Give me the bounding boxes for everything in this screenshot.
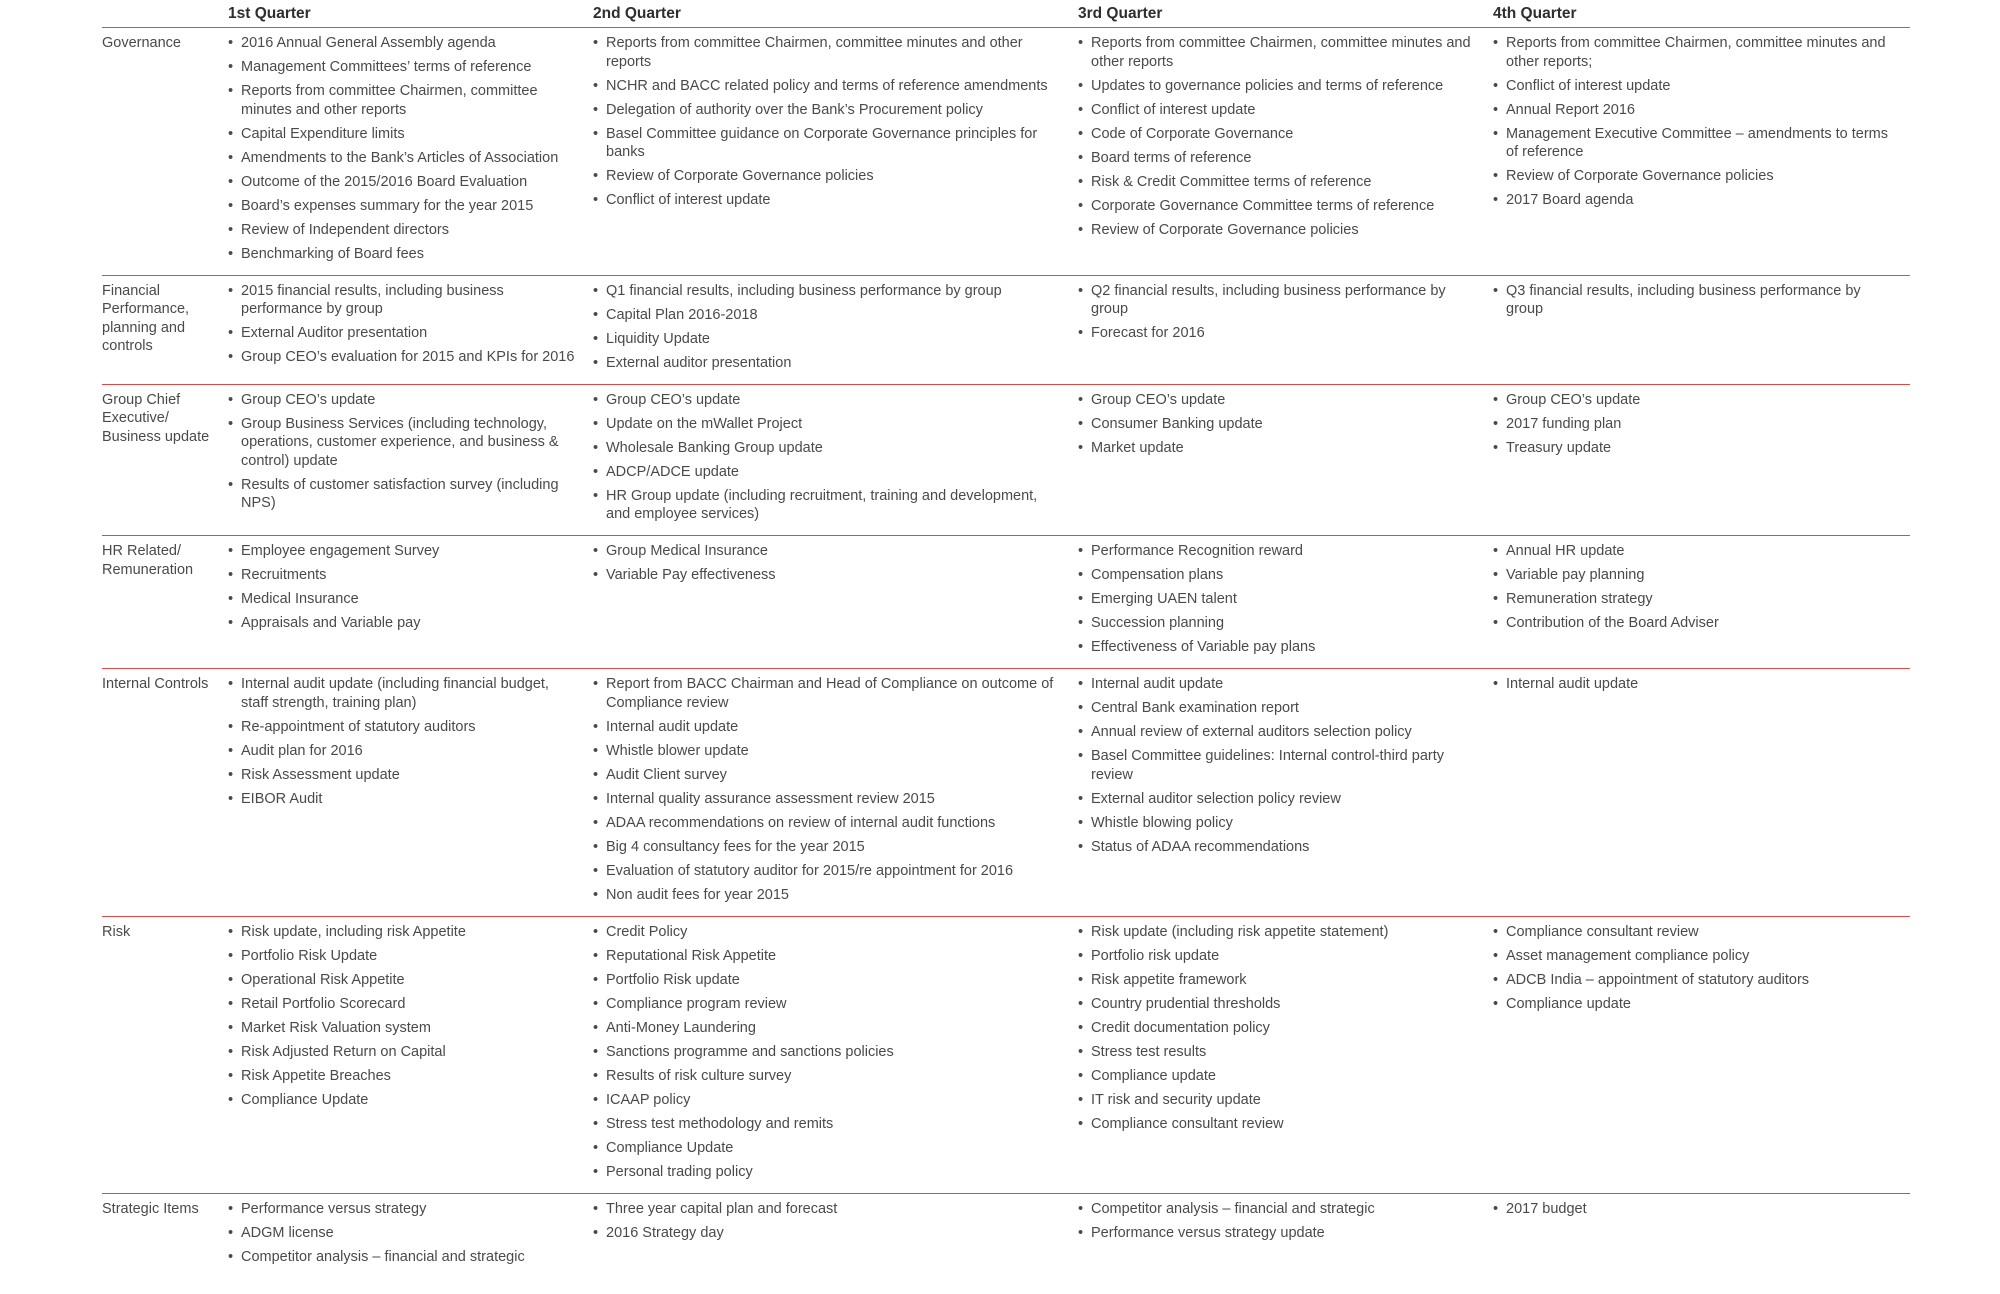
q1-cell (228, 669, 593, 917)
list-item: • Update on the mWallet Project (593, 415, 1060, 434)
q3-cell (1078, 275, 1493, 384)
category-label: Risk (102, 916, 228, 1193)
list-item: • Review of Independent directors (228, 221, 575, 240)
list-item: • Conflict of interest update (1078, 101, 1475, 120)
list-item: • Variable Pay effectiveness (593, 566, 1060, 585)
q3-item-list (1078, 282, 1493, 343)
q3-cell (1078, 28, 1493, 276)
list-item: • Portfolio Risk Update (228, 947, 575, 966)
list-item: • Performance versus strategy (228, 1200, 575, 1219)
list-item: • Corporate Governance Committee terms of reference (1078, 197, 1475, 216)
list-item: • External auditor presentation (593, 354, 1060, 373)
list-item: • Reputational Risk Appetite (593, 947, 1060, 966)
list-item: • Report from BACC Chairman and Head of Compliance on outcome of Compliance review (593, 675, 1060, 712)
list-item: • Status of ADAA recommendations (1078, 838, 1475, 857)
q2-item-list (593, 1200, 1078, 1243)
q4-cell (1493, 1193, 1910, 1278)
table-row-internal-controls (102, 669, 1910, 917)
q3-cell (1078, 1193, 1493, 1278)
list-item: • Internal audit update (593, 718, 1060, 737)
list-item: • Reports from committee Chairmen, committee minutes and other reports (593, 34, 1060, 71)
list-item: • Management Committees’ terms of reference (228, 58, 575, 77)
list-item: • Whistle blower update (593, 742, 1060, 761)
list-item: • Group Business Services (including technology, operations, customer experience, and business & control) update (228, 415, 575, 471)
q3-item-list (1078, 34, 1493, 239)
category-label: Group Chief Executive/ Business update (102, 384, 228, 536)
q3-cell (1078, 384, 1493, 536)
q1-item-list (228, 542, 593, 633)
list-item: • Risk appetite framework (1078, 971, 1475, 990)
category-label: Strategic Items (102, 1200, 199, 1217)
list-item: • Three year capital plan and forecast (593, 1200, 1060, 1219)
q1-item-list (228, 923, 593, 1110)
list-item: • Conflict of interest update (1493, 77, 1892, 96)
q3-cell (1078, 916, 1493, 1193)
q1-cell (228, 275, 593, 384)
list-item: • Benchmarking of Board fees (228, 245, 575, 264)
list-item: • Competitor analysis – financial and strategic (1078, 1200, 1475, 1219)
q3-header: 3rd Quarter (1078, 0, 1493, 28)
q2-cell (593, 384, 1078, 536)
header-row (102, 0, 1910, 28)
list-item: • Q2 financial results, including business performance by group (1078, 282, 1475, 319)
list-item: • Internal audit update (including financial budget, staff strength, training plan) (228, 675, 575, 712)
category-label: Internal Controls (102, 669, 228, 917)
list-item: • Big 4 consultancy fees for the year 2015 (593, 838, 1060, 857)
q4-cell (1493, 669, 1910, 917)
q4-item-list (1493, 1200, 1910, 1219)
list-item: • Liquidity Update (593, 330, 1060, 349)
list-item: • Recruitments (228, 566, 575, 585)
q2-cell (593, 28, 1078, 276)
q4-cell (1493, 275, 1910, 384)
list-item: • Succession planning (1078, 614, 1475, 633)
board-agenda-table (102, 0, 1910, 1278)
q1-header: 1st Quarter (228, 0, 593, 28)
q3-cell (1078, 536, 1493, 669)
list-item: • 2015 financial results, including business performance by group (228, 282, 575, 319)
list-item: • Compliance consultant review (1493, 923, 1892, 942)
list-item: • Q1 financial results, including business performance by group (593, 282, 1060, 301)
q2-item-list (593, 34, 1078, 210)
list-item: • Asset management compliance policy (1493, 947, 1892, 966)
q2-header: 2nd Quarter (593, 0, 1078, 28)
q3-item-list (1078, 391, 1493, 458)
list-item: • Performance Recognition reward (1078, 542, 1475, 561)
list-item: • Compensation plans (1078, 566, 1475, 585)
q1-item-list (228, 391, 593, 513)
list-item: • Reports from committee Chairmen, committee minutes and other reports (228, 82, 575, 119)
list-item: • Internal quality assurance assessment review 2015 (593, 790, 1060, 809)
category-header (102, 0, 228, 28)
list-item: • ICAAP policy (593, 1091, 1060, 1110)
q2-item-list (593, 391, 1078, 524)
q2-item-list (593, 675, 1078, 904)
list-item: • Group CEO’s update (1493, 391, 1892, 410)
list-item: • Amendments to the Bank’s Articles of Association (228, 149, 575, 168)
list-item: • Credit documentation policy (1078, 1019, 1475, 1038)
list-item: • Annual HR update (1493, 542, 1892, 561)
list-item: • ADAA recommendations on review of internal audit functions (593, 814, 1060, 833)
list-item: • Re-appointment of statutory auditors (228, 718, 575, 737)
q2-cell (593, 275, 1078, 384)
category-label: Financial Performance, planning and controls (102, 275, 228, 384)
list-item: • ADGM license (228, 1224, 575, 1243)
list-item: • 2016 Annual General Assembly agenda (228, 34, 575, 53)
list-item: • Forecast for 2016 (1078, 324, 1475, 343)
list-item: • Medical Insurance (228, 590, 575, 609)
q2-cell (593, 536, 1078, 669)
list-item: • Basel Committee guidelines: Internal control-third party review (1078, 747, 1475, 784)
list-item: • Evaluation of statutory auditor for 2015/re appointment for 2016 (593, 862, 1060, 881)
list-item: • Group Medical Insurance (593, 542, 1060, 561)
list-item: • Stress test methodology and remits (593, 1115, 1060, 1134)
list-item: • Competitor analysis – financial and strategic (228, 1248, 575, 1267)
list-item: • Whistle blowing policy (1078, 814, 1475, 833)
list-item: • Results of customer satisfaction survey (including NPS) (228, 476, 575, 513)
q1-item-list (228, 282, 593, 367)
list-item: • Risk & Credit Committee terms of reference (1078, 173, 1475, 192)
q1-item-list (228, 34, 593, 263)
list-item: • Portfolio Risk update (593, 971, 1060, 990)
list-item: • Annual Report 2016 (1493, 101, 1892, 120)
list-item: • Risk update, including risk Appetite (228, 923, 575, 942)
list-item: • Market update (1078, 439, 1475, 458)
list-item: • External auditor selection policy review (1078, 790, 1475, 809)
list-item: • Risk update (including risk appetite statement) (1078, 923, 1475, 942)
q2-cell (593, 1193, 1078, 1278)
q4-cell (1493, 916, 1910, 1193)
list-item: • ADCP/ADCE update (593, 463, 1060, 482)
list-item: • Compliance consultant review (1078, 1115, 1475, 1134)
list-item: • IT risk and security update (1078, 1091, 1475, 1110)
list-item: • Portfolio risk update (1078, 947, 1475, 966)
list-item: • Emerging UAEN talent (1078, 590, 1475, 609)
q1-cell (228, 384, 593, 536)
q4-cell (1493, 536, 1910, 669)
list-item: • 2016 Strategy day (593, 1224, 1060, 1243)
category-label: Governance (102, 28, 228, 276)
list-item: • External Auditor presentation (228, 324, 575, 343)
list-item: • Compliance Update (228, 1091, 575, 1110)
list-item: • Capital Expenditure limits (228, 125, 575, 144)
q4-item-list (1493, 34, 1910, 210)
list-item: • Review of Corporate Governance policies (593, 167, 1060, 186)
q4-cell (1493, 384, 1910, 536)
list-item: • Reports from committee Chairmen, committee minutes and other reports (1078, 34, 1475, 71)
list-item: • HR Group update (including recruitment, training and development, and employee services) (593, 487, 1060, 524)
list-item: • Employee engagement Survey (228, 542, 575, 561)
q4-item-list (1493, 923, 1910, 1014)
list-item: • Treasury update (1493, 439, 1892, 458)
list-item: • Basel Committee guidance on Corporate Governance principles for banks (593, 125, 1060, 162)
list-item: • Central Bank examination report (1078, 699, 1475, 718)
list-item: • Retail Portfolio Scorecard (228, 995, 575, 1014)
list-item: • Wholesale Banking Group update (593, 439, 1060, 458)
list-item: • ADCB India – appointment of statutory auditors (1493, 971, 1892, 990)
list-item: • Contribution of the Board Adviser (1493, 614, 1892, 633)
table-row-group-ceo-business-update (102, 384, 1910, 536)
list-item: • Country prudential thresholds (1078, 995, 1475, 1014)
list-item: • Group CEO’s update (1078, 391, 1475, 410)
list-item: • Group CEO’s update (228, 391, 575, 410)
q3-item-list (1078, 1200, 1493, 1243)
list-item: • Reports from committee Chairmen, committee minutes and other reports; (1493, 34, 1892, 71)
list-item: • Operational Risk Appetite (228, 971, 575, 990)
q4-item-list (1493, 542, 1910, 633)
q2-item-list (593, 923, 1078, 1182)
table-row-strategic-items (102, 1193, 1910, 1278)
list-item: • Annual review of external auditors selection policy (1078, 723, 1475, 742)
list-item: • Audit plan for 2016 (228, 742, 575, 761)
list-item: • Updates to governance policies and terms of reference (1078, 77, 1475, 96)
list-item: • Personal trading policy (593, 1163, 1060, 1182)
list-item: • Compliance update (1078, 1067, 1475, 1086)
list-item: • Performance versus strategy update (1078, 1224, 1475, 1243)
list-item: • Review of Corporate Governance policies (1078, 221, 1475, 240)
q4-cell (1493, 28, 1910, 276)
list-item: • Internal audit update (1078, 675, 1475, 694)
list-item: • Risk Adjusted Return on Capital (228, 1043, 575, 1062)
list-item: • Remuneration strategy (1493, 590, 1892, 609)
list-item: • Anti-Money Laundering (593, 1019, 1060, 1038)
table-body (102, 28, 1910, 1278)
list-item: • NCHR and BACC related policy and terms of reference amendments (593, 77, 1060, 96)
list-item: • Market Risk Valuation system (228, 1019, 575, 1038)
list-item: • Internal audit update (1493, 675, 1892, 694)
list-item: • Board’s expenses summary for the year 2015 (228, 197, 575, 216)
q1-item-list (228, 1200, 593, 1267)
list-item: • Group CEO’s update (593, 391, 1060, 410)
table-row-risk (102, 916, 1910, 1193)
list-item: • Capital Plan 2016-2018 (593, 306, 1060, 325)
q1-cell (228, 28, 593, 276)
q3-item-list (1078, 542, 1493, 657)
list-item: • Outcome of the 2015/2016 Board Evaluation (228, 173, 575, 192)
q1-cell (228, 536, 593, 669)
q2-cell (593, 916, 1078, 1193)
list-item: • Compliance Update (593, 1139, 1060, 1158)
q4-item-list (1493, 675, 1910, 694)
list-item: • Board terms of reference (1078, 149, 1475, 168)
list-item: • Delegation of authority over the Bank’s Procurement policy (593, 101, 1060, 120)
list-item: • Code of Corporate Governance (1078, 125, 1475, 144)
list-item: • Variable pay planning (1493, 566, 1892, 585)
list-item: • Risk Assessment update (228, 766, 575, 785)
list-item: • Compliance program review (593, 995, 1060, 1014)
q1-item-list (228, 675, 593, 808)
list-item: • Results of risk culture survey (593, 1067, 1060, 1086)
list-item: • Sanctions programme and sanctions policies (593, 1043, 1060, 1062)
list-item: • Group CEO’s evaluation for 2015 and KPIs for 2016 (228, 348, 575, 367)
table-row-hr-remuneration (102, 536, 1910, 669)
q4-item-list (1493, 391, 1910, 458)
list-item: • 2017 Board agenda (1493, 191, 1892, 210)
list-item: • Risk Appetite Breaches (228, 1067, 575, 1086)
q2-item-list (593, 542, 1078, 585)
q2-item-list (593, 282, 1078, 373)
q1-cell (228, 1193, 593, 1278)
list-item: • Non audit fees for year 2015 (593, 886, 1060, 905)
category-label: HR Related/ Remuneration (102, 536, 228, 669)
list-item: • Compliance update (1493, 995, 1892, 1014)
list-item: • Review of Corporate Governance policies (1493, 167, 1892, 186)
q3-item-list (1078, 923, 1493, 1134)
table-row-financial-performance (102, 275, 1910, 384)
q3-cell (1078, 669, 1493, 917)
list-item: • Effectiveness of Variable pay plans (1078, 638, 1475, 657)
q4-header: 4th Quarter (1493, 0, 1910, 28)
q1-cell (228, 916, 593, 1193)
list-item: • 2017 budget (1493, 1200, 1892, 1219)
list-item: • Stress test results (1078, 1043, 1475, 1062)
list-item: • Q3 financial results, including business performance by group (1493, 282, 1892, 319)
list-item: • Conflict of interest update (593, 191, 1060, 210)
q2-cell (593, 669, 1078, 917)
list-item: • Consumer Banking update (1078, 415, 1475, 434)
list-item: • Audit Client survey (593, 766, 1060, 785)
list-item: • EIBOR Audit (228, 790, 575, 809)
table-row-governance (102, 28, 1910, 276)
q4-item-list (1493, 282, 1910, 319)
list-item: • 2017 funding plan (1493, 415, 1892, 434)
q3-item-list (1078, 675, 1493, 856)
list-item: • Appraisals and Variable pay (228, 614, 575, 633)
list-item: • Management Executive Committee – amendments to terms of reference (1493, 125, 1892, 162)
list-item: • Credit Policy (593, 923, 1060, 942)
